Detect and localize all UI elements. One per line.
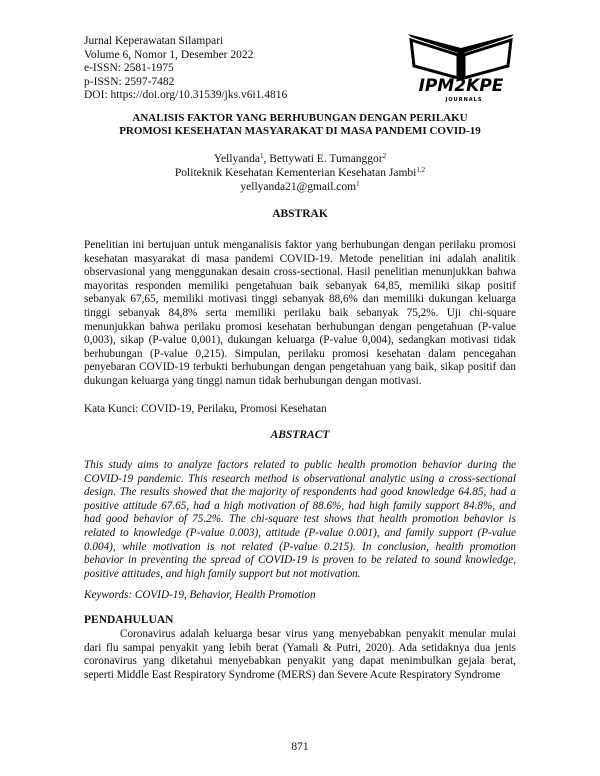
author-separator: , xyxy=(263,153,270,165)
author-block xyxy=(60,152,540,194)
author-names xyxy=(60,152,540,166)
logo-subtext: JOURNALS xyxy=(445,97,483,103)
page-number: 871 xyxy=(291,741,309,753)
abstrak-body: Penelitian ini bertujuan untuk menganalisis faktor yang berhubungan dengan perilaku promosi kesehatan masyarakat di masa pandemi COVID-19. Metode penelitian ini adalah analitik observasional yang menggunakan desain cross-sectional. Hasil penelitian menunjukkan bahwa mayoritas responden memiliki pengetahuan baik sebanyak 64,85, memiliki sikap positif sebanyak 67,65, memiliki motivasi tinggi sebanyak 88,6% dan memiliki dukungan keluarga tinggi sebanyak 84,8% serta memiliki perilaku baik sebanyak 75,2%. Uji chi-square menunjukkan bahwa perilaku promosi kesehatan berhubungan dengan pengetahuan (P-value 0,003), sikap (P-value 0,001), dukungan keluarga (P-value 0,004), sedangkan motivasi tidak berhubungan (P-value 0,215). Simpulan, perilaku promosi kesehatan dalam pencegahan penyebaran COVID-19 terbukti berhubungan dengan pengetahuan yang baik, sikap positif dan dukungan keluarga yang tinggi namun tidak berhubungan dengan motivasi. xyxy=(84,239,516,387)
journal-eissn: e-ISSN: 2581-1975 xyxy=(84,62,174,75)
intro-section xyxy=(84,628,516,682)
abstract-heading: ABSTRACT xyxy=(270,429,330,441)
intro-heading: PENDAHULUAN xyxy=(84,614,174,626)
journal-name: Jurnal Keperawatan Silampari xyxy=(84,35,224,47)
journal-logo xyxy=(398,24,524,104)
paper-title xyxy=(60,112,540,138)
journal-doi: DOI: https://doi.org/10.31539/jks.v6i1.4816 xyxy=(84,89,288,102)
email-sup: 1 xyxy=(356,180,360,188)
intro-paragraph: Coronavirus adalah keluarga besar virus yang menyebabkan penyakit menular mulai dari flu sampai penyakit yang lebih berat (Yamali & Putri, 2020). Ada setidaknya dua jenis coronavirus yang diketahui menyebabkan penyakit yang dapat menimbulkan gejala berat, seperti Middle East Respiratory Syndrome (MERS) dan Severe Acute Respiratory Syndrome xyxy=(84,628,516,681)
author-affiliation xyxy=(60,166,540,180)
affiliation-text: Politeknik Kesehatan Kementerian Kesehatan Jambi xyxy=(174,167,417,179)
abstrak-heading: ABSTRAK xyxy=(272,208,328,220)
journal-header xyxy=(84,35,287,103)
journal-volume: Volume 6, Nomor 1, Desember 2022 xyxy=(84,48,254,61)
affiliation-sup: 1,2 xyxy=(416,166,426,174)
author-2: Bettywati E. Tumanggor xyxy=(269,153,383,165)
author-email xyxy=(60,180,540,194)
logo-text: IPM2KPE xyxy=(418,76,504,96)
author-2-sup: 2 xyxy=(382,152,387,160)
book-icon xyxy=(408,34,514,80)
author-1-sup: 1 xyxy=(259,152,264,160)
email-text[interactable]: yellyanda21@gmail.com xyxy=(240,181,357,193)
paper-title-line-1: ANALISIS FAKTOR YANG BERHUBUNGAN DENGAN PERILAKU xyxy=(132,112,468,124)
abstract-body: This study aims to analyze factors related to public health promotion behavior during the COVID-19 pandemic. This research method is observational analytic using a cross-sectional design. The results showed that the majority of respondents had good knowledge 64.85, had a positive attitude 67.65, had a high motivation of 88.6%, had high family support 84.8%, and had good behavior of 75.2%. The chi-square test shows that health promotion behavior is related to knowledge (P-value 0.003), attitude (P-value 0.001), and family support (P-value 0.004), while motivation is not related (P-value 0.215). In conclusion, health promotion behavior in preventing the spread of COVID-19 is proven to be related to sound knowledge, positive attitudes, and high family support but not motivation. xyxy=(84,459,516,580)
author-1: Yellyanda xyxy=(213,153,260,165)
paper-title-line-2: PROMOSI KESEHATAN MASYARAKAT DI MASA PANDEMI COVID-19 xyxy=(119,125,481,137)
journal-pissn: p-ISSN: 2597-7482 xyxy=(84,75,175,88)
keywords: Keywords: COVID-19, Behavior, Health Promotion xyxy=(84,589,316,601)
kata-kunci: Kata Kunci: COVID-19, Perilaku, Promosi Kesehatan xyxy=(84,403,327,415)
